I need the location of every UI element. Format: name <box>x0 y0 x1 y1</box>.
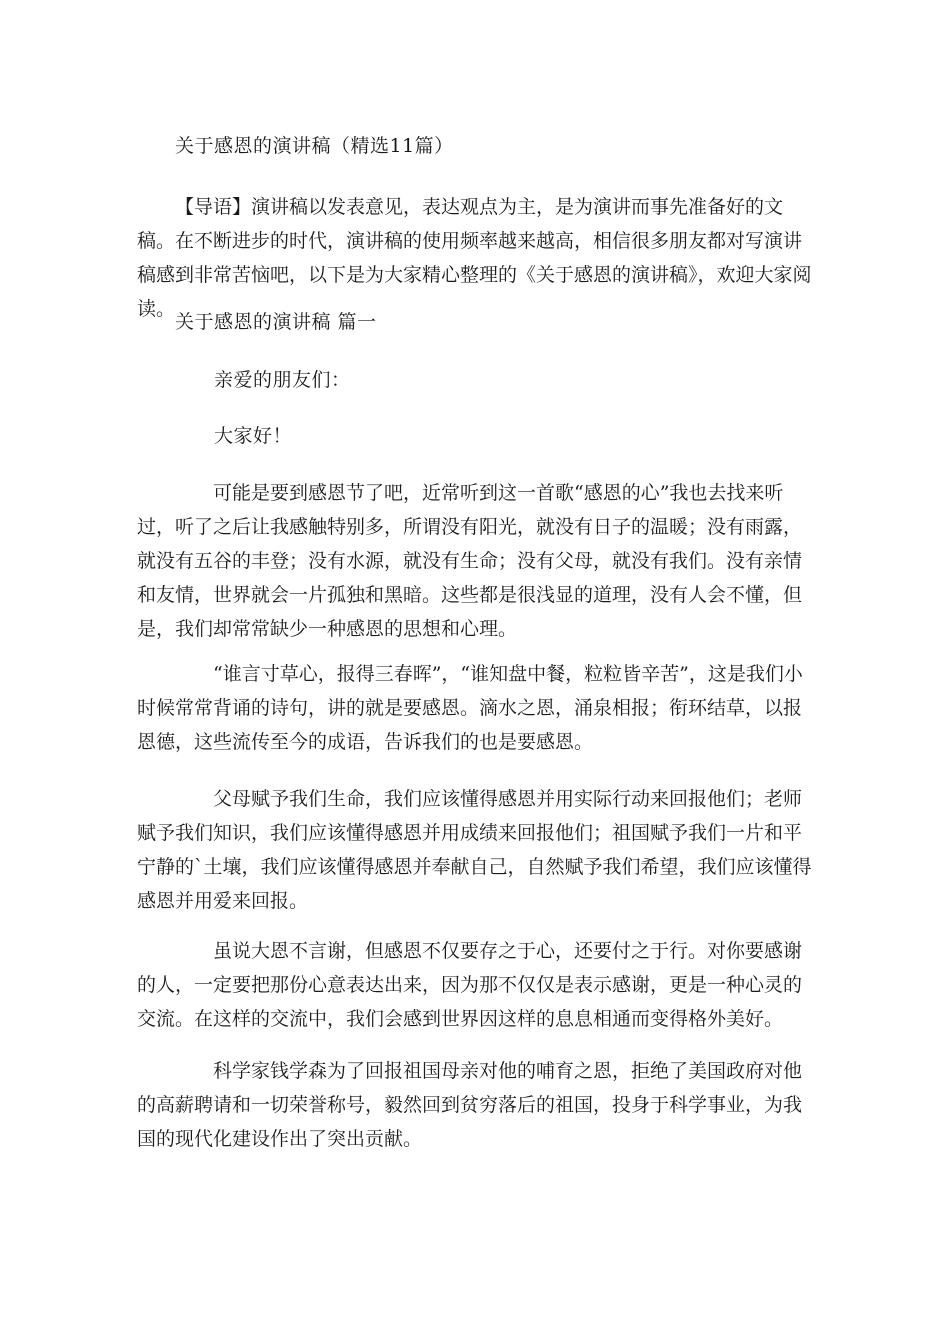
body-paragraph-1: 可能是要到感恩节了吧，近常听到这一首歌“感恩的心”我也去找来听过，听了之后让我感触特别多，所谓没有阳光，就没有日子的温暖；没有雨露，就没有五谷的丰登；没有水源，就没有生命；没有父母，就没有我们。没有亲情和友情，世界就会一片孤独和黑暗。这些都是很浅显的道理，没有人会不懂，但是，我们却常常缺少一种感恩的思想和心理。 <box>137 482 803 640</box>
salutation: 亲爱的朋友们： <box>214 369 351 391</box>
body-paragraph-4: 虽说大恩不言谢，但感恩不仅要存之于心，还要付之于行。对你要感谢的人，一定要把那份心意表达出来，因为那不仅仅是表示感谢，更是一种心灵的交流。在这样的交流中，我们会感到世界因这样的息息相通而变得格外美好。 <box>137 940 803 1030</box>
document-title: 关于感恩的演讲稿（精选11篇） <box>175 135 454 157</box>
body-paragraph-3: 父母赋予我们生命，我们应该懂得感恩并用实际行动来回报他们；老师赋予我们知识，我们应该懂得感恩并用成绩来回报他们；祖国赋予我们一片和平宁静的`土壤，我们应该懂得感恩并奉献自己，自然赋予我们希望，我们应该懂得感恩并用爱来回报。 <box>137 788 812 912</box>
greeting: 大家好！ <box>214 425 293 447</box>
section-heading: 关于感恩的演讲稿 篇一 <box>175 311 377 333</box>
body-paragraph-5: 科学家钱学森为了回报祖国母亲对他的哺育之恩，拒绝了美国政府对他的高薪聘请和一切荣誉称号，毅然回到贫穷落后的祖国，投身于科学事业，为我国的现代化建设作出了突出贡献。 <box>137 1060 803 1150</box>
body-paragraph-2: “谁言寸草心，报得三春晖”，“谁知盘中餐，粒粒皆辛苦”，这是我们小时候常常背诵的诗句，讲的就是要感恩。滴水之恩，涌泉相报；衔环结草，以报恩德，这些流传至今的成语，告诉我们的也是要感恩。 <box>137 663 803 753</box>
intro-paragraph: 【导语】演讲稿以发表意见，表达观点为主，是为演讲而事先准备好的文稿。在不断进步的时代，演讲稿的使用频率越来越高，相信很多朋友都对写演讲稿感到非常苦恼吧，以下是为大家精心整理的《关于感恩的演讲稿》，欢迎大家阅读。 <box>137 196 812 320</box>
